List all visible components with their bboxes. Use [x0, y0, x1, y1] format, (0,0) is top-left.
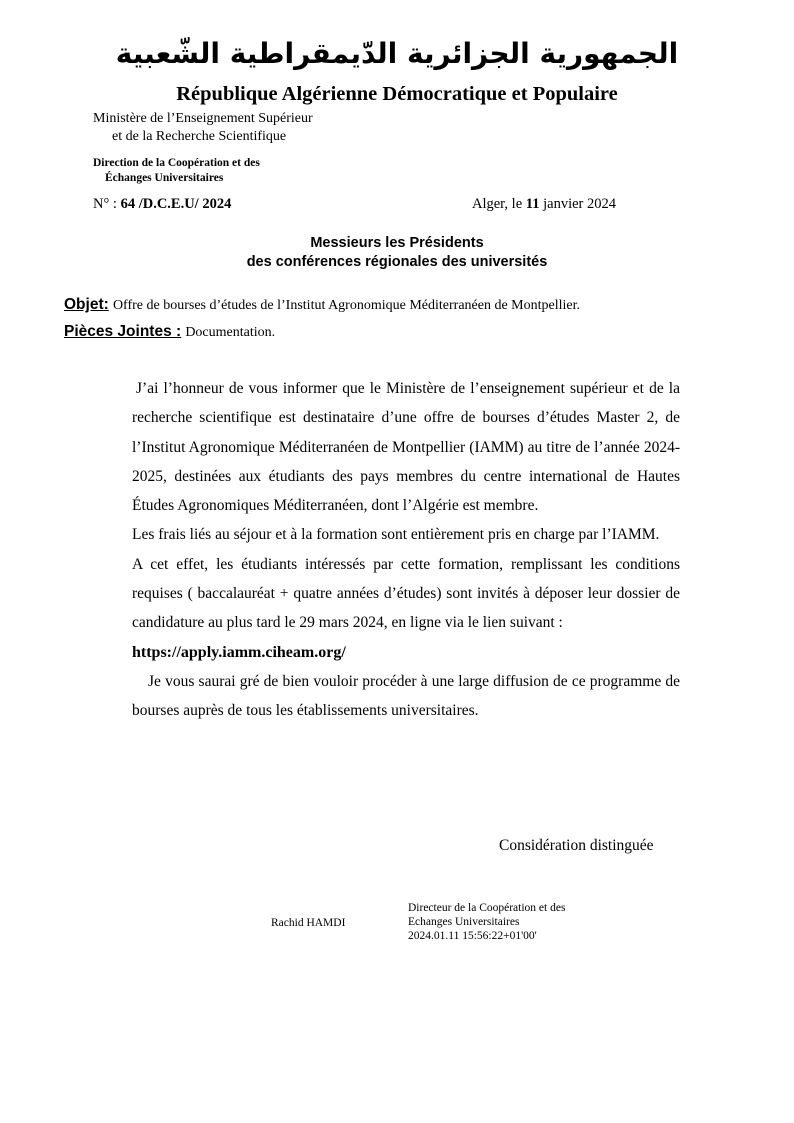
body-paragraph-4: Je vous saurai gré de bien vouloir procéder à une large diffusion de ce programme de bourses auprès de tous les établissements universitaires. — [132, 672, 680, 720]
attachments-label: Pièces Jointes : — [64, 323, 182, 340]
signature-timestamp: 2024.01.11 15:56:22+01'00' — [408, 930, 537, 942]
subject-label: Objet: — [64, 296, 109, 313]
recipient-line-2: des conférences régionales des universités — [246, 254, 548, 270]
direction-block — [93, 156, 260, 186]
date-day: 11 — [525, 196, 540, 212]
attachments-line — [64, 322, 275, 343]
body-paragraph-3: A cet effet, les étudiants intéressés par cette formation, remplissant les conditions requises ( baccalauréat + quatre années d’études) sont invités à déposer leur dossier de candidature au plus tard le 29 mars 2024, en ligne via le lien suivant : — [132, 555, 680, 632]
reference-prefix: N° : — [93, 196, 117, 212]
date-place: Alger, le — [472, 196, 523, 212]
body-paragraph-2: Les frais liés au séjour et à la formation sont entièrement pris en charge par l’IAMM. — [132, 526, 660, 544]
recipient-line-1: Messieurs les Présidents — [310, 235, 484, 251]
signer-title-line-1: Directeur de la Coopération et des — [408, 902, 566, 914]
ministry-block — [93, 110, 313, 146]
attachments-value: Documentation. — [185, 325, 276, 340]
date-month-year: janvier 2024 — [543, 196, 616, 212]
closing-salutation: Considération distinguée — [499, 837, 654, 854]
signer-name: Rachid HAMDI — [271, 917, 346, 929]
letter-body — [132, 374, 680, 726]
application-link[interactable]: https://apply.iamm.ciheam.org/ — [132, 643, 346, 661]
ministry-line-1: Ministère de l’Enseignement Supérieur — [93, 111, 313, 126]
reference-number — [93, 195, 231, 213]
recipient-block — [0, 234, 794, 272]
subject-line — [64, 295, 580, 316]
ministry-line-2: et de la Recherche Scientifique — [112, 129, 287, 144]
reference-number-value: 64 — [120, 196, 136, 212]
subject-value: Offre de bourses d’études de l’Institut Agronomique Méditerranéen de Montpellier. — [112, 298, 580, 313]
direction-line-2: Échanges Universitaires — [105, 172, 224, 184]
signer-title-line-2: Echanges Universitaires — [408, 916, 520, 928]
letter-date — [472, 195, 616, 213]
reference-code: /D.C.E.U/ 2024 — [138, 196, 232, 212]
body-paragraph-1: J’ai l’honneur de vous informer que le Ministère de l’enseignement supérieur et de la recherche scientifique est destinataire d’une offre de bourses d’études Master 2, de l’Institut Agronomique Méditerranéen de Montpellier (IAMM) au titre de l’année 2024-2025, destinées aux étudiants des pays membres du centre international de Hautes Études Agronomiques Méditerranéen, dont l’Algérie est membre. — [132, 380, 680, 515]
arabic-republic-title: الجمهورية الجزائرية الدّيمقراطية الشّعبية — [115, 37, 679, 70]
direction-line-1: Direction de la Coopération et des — [93, 157, 260, 169]
digital-signature-block — [408, 901, 565, 943]
french-republic-title: République Algérienne Démocratique et Populaire — [176, 83, 618, 105]
